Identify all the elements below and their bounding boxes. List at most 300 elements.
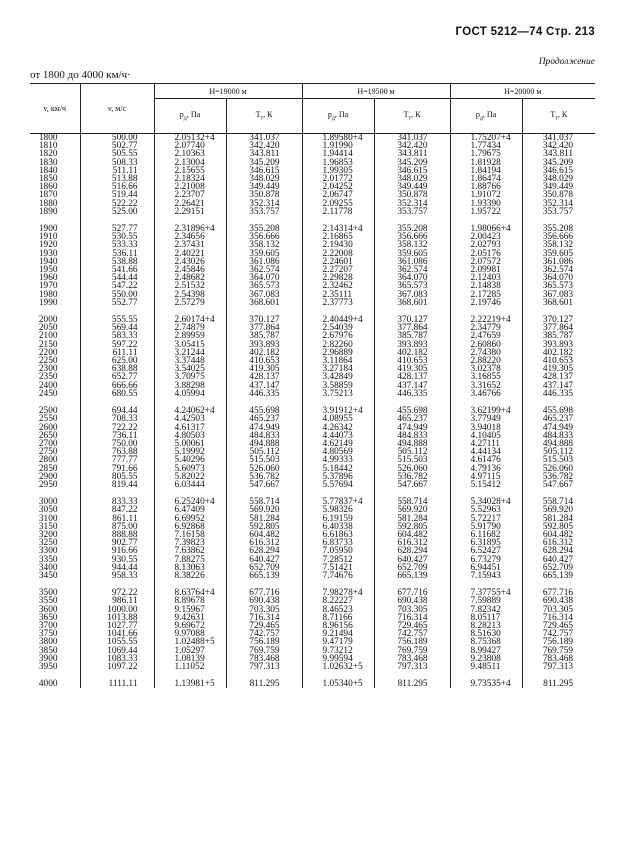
cell-t-20000: 677.716 — [522, 589, 595, 597]
cell-t-20000: 348.029 — [522, 175, 595, 183]
cell-t-19000: 783.468 — [226, 655, 302, 663]
cell-v-ms: 694.44 — [80, 407, 154, 415]
cell-t-19500: 393.893 — [374, 341, 450, 349]
cell-v-kmh: 1810 — [38, 141, 58, 152]
cell-t-19000: 350.878 — [226, 191, 302, 199]
cell-t-19000: 652.709 — [226, 564, 302, 572]
cell-p-19000: 2.07740 — [154, 142, 226, 150]
cell-v-ms: 916.66 — [80, 547, 154, 555]
col-header-temperature: $T_т$, К — [522, 99, 595, 134]
cell-t-19000: 474.949 — [226, 424, 302, 432]
cell-t-19500: 359.605 — [374, 250, 450, 258]
cell-t-20000: 355.208 — [522, 225, 595, 233]
continuation-label: Продолжение — [538, 57, 595, 67]
cell-t-19500: 783.468 — [374, 655, 450, 663]
cell-p-19000: 9.15967 — [154, 606, 226, 614]
table-row — [30, 208, 595, 216]
cell-t-19000: 581.284 — [226, 515, 302, 523]
cell-v-kmh: 2550 — [38, 414, 58, 425]
cell-t-20000: 358.132 — [522, 241, 595, 249]
cell-t-19000: 393.893 — [226, 341, 302, 349]
cell-v-ms: 888.88 — [80, 531, 154, 539]
cell-t-19000: 455.698 — [226, 407, 302, 415]
cell-p-20000: 7.59889 — [450, 597, 522, 605]
cell-p-19500: 3.11864 — [302, 357, 374, 365]
cell-p-19000: 2.34656 — [154, 233, 226, 241]
cell-p-20000: 8.28213 — [450, 622, 522, 630]
cell-v-ms: 538.88 — [80, 258, 154, 266]
cell-p-20000: 5.15412 — [450, 481, 522, 489]
cell-v-kmh: 1850 — [38, 174, 58, 185]
cell-p-19500: 8.46523 — [302, 606, 374, 614]
cell-t-20000: 729.465 — [522, 622, 595, 630]
cell-v-ms: 508.33 — [80, 159, 154, 167]
cell-p-20000: 6.31895 — [450, 539, 522, 547]
cell-v-kmh: 3850 — [38, 645, 58, 656]
cell-p-19000: 8.13063 — [154, 564, 226, 572]
cell-p-19000: 1.11052 — [154, 663, 226, 671]
cell-v-ms: 500.00 — [80, 134, 154, 143]
cell-v-ms: 1041.66 — [80, 630, 154, 638]
cell-p-19000: 1.02488+5 — [154, 638, 226, 646]
cell-v-kmh: 2150 — [38, 339, 58, 350]
cell-p-19000: 2.05132+4 — [154, 134, 226, 143]
cell-t-19500: 756.189 — [374, 638, 450, 646]
cell-t-20000: 581.284 — [522, 515, 595, 523]
cell-t-20000: 797.313 — [522, 663, 595, 671]
cell-v-kmh: 1890 — [38, 206, 58, 217]
cell-t-19500: 362.574 — [374, 266, 450, 274]
cell-t-20000: 350.878 — [522, 191, 595, 199]
cell-t-19500: 355.208 — [374, 225, 450, 233]
cell-t-20000: 628.294 — [522, 547, 595, 555]
cell-v-kmh: 2000 — [38, 315, 58, 326]
cell-t-19000: 402.182 — [226, 349, 302, 357]
cell-v-kmh: 1820 — [38, 149, 58, 160]
cell-p-19500: 1.02632+5 — [302, 663, 374, 671]
cell-t-19000: 348.029 — [226, 175, 302, 183]
cell-t-20000: 367.083 — [522, 291, 595, 299]
cell-p-20000: 2.60860 — [450, 341, 522, 349]
cell-p-19500: 3.75213 — [302, 390, 374, 398]
cell-v-ms: 1111.11 — [80, 680, 154, 688]
col-header-pressure: $p_д$, Па — [154, 99, 226, 134]
cell-p-19500: 8.22227 — [302, 597, 374, 605]
cell-t-20000: 385.787 — [522, 332, 595, 340]
cell-p-19000: 2.45846 — [154, 266, 226, 274]
cell-p-19500: 2.16865 — [302, 233, 374, 241]
cell-t-19000: 716.314 — [226, 614, 302, 622]
cell-p-19500: 1.96853 — [302, 159, 374, 167]
cell-p-19000: 1.13981+5 — [154, 680, 226, 688]
cell-t-20000: 783.468 — [522, 655, 595, 663]
cell-v-kmh: 1960 — [38, 273, 58, 284]
cell-v-ms: 819.44 — [80, 481, 154, 489]
cell-p-20000: 2.22219+4 — [450, 316, 522, 324]
cell-v-kmh: 1880 — [38, 198, 58, 209]
cell-p-19000: 2.37431 — [154, 241, 226, 249]
cell-v-kmh: 3950 — [38, 661, 58, 672]
table-row — [30, 481, 595, 489]
cell-p-19500: 9.47179 — [302, 638, 374, 646]
cell-p-20000: 2.12403 — [450, 274, 522, 282]
cell-v-ms: 502.77 — [80, 142, 154, 150]
cell-p-19000: 3.70975 — [154, 373, 226, 381]
cell-t-20000: 370.127 — [522, 316, 595, 324]
cell-v-ms: 611.11 — [80, 349, 154, 357]
cell-t-19500: 515.503 — [374, 456, 450, 464]
cell-p-20000: 1.95722 — [450, 208, 522, 216]
cell-t-19500: 370.127 — [374, 316, 450, 324]
cell-v-kmh: 1930 — [38, 248, 58, 259]
cell-p-20000: 6.73279 — [450, 556, 522, 564]
cell-t-19000: 526.060 — [226, 465, 302, 473]
cell-t-19500: 547.667 — [374, 481, 450, 489]
cell-p-19000: 2.31896+4 — [154, 225, 226, 233]
cell-v-ms: 597.22 — [80, 341, 154, 349]
cell-t-19000: 811.295 — [226, 680, 302, 688]
cell-p-19000: 7.39823 — [154, 539, 226, 547]
cell-t-19000: 358.132 — [226, 241, 302, 249]
cell-p-19500: 2.54039 — [302, 324, 374, 332]
cell-t-19500: 494.888 — [374, 440, 450, 448]
cell-p-20000: 1.75207+4 — [450, 134, 522, 143]
cell-v-kmh: 1910 — [38, 232, 58, 243]
cell-t-19000: 756.189 — [226, 638, 302, 646]
speed-range-label: от 1800 до 4000 км/ч· — [30, 69, 131, 81]
page-header: ГОСТ 5212—74 Стр. 213 — [455, 26, 595, 38]
cell-p-19000: 2.74879 — [154, 324, 226, 332]
cell-p-19000: 2.51532 — [154, 282, 226, 290]
cell-t-19000: 536.782 — [226, 473, 302, 481]
cell-p-19000: 4.61317 — [154, 424, 226, 432]
cell-t-19500: 345.209 — [374, 159, 450, 167]
cell-t-19000: 428.137 — [226, 373, 302, 381]
cell-v-kmh: 3200 — [38, 529, 58, 540]
cell-v-kmh: 2300 — [38, 364, 58, 375]
cell-p-19500: 2.22008 — [302, 250, 374, 258]
cell-t-19500: 419.305 — [374, 365, 450, 373]
cell-t-20000: 494.888 — [522, 440, 595, 448]
cell-v-kmh: 2250 — [38, 356, 58, 367]
cell-t-19500: 640.427 — [374, 556, 450, 564]
cell-v-ms: 511.11 — [80, 167, 154, 175]
cell-p-19500: 2.32462 — [302, 282, 374, 290]
cell-p-19500: 2.24601 — [302, 258, 374, 266]
cell-t-19500: 558.714 — [374, 498, 450, 506]
cell-t-19500: 402.182 — [374, 349, 450, 357]
cell-t-20000: 368.601 — [522, 299, 595, 307]
cell-t-19000: 352.314 — [226, 200, 302, 208]
cell-v-ms: 505.55 — [80, 150, 154, 158]
cell-t-20000: 769.759 — [522, 647, 595, 655]
cell-t-20000: 361.086 — [522, 258, 595, 266]
cell-p-19500: 4.80569 — [302, 448, 374, 456]
cell-v-ms: 652.77 — [80, 373, 154, 381]
cell-v-kmh: 2800 — [38, 455, 58, 466]
cell-p-20000: 3.94018 — [450, 424, 522, 432]
cell-v-ms: 1055.55 — [80, 638, 154, 646]
cell-v-ms: 930.55 — [80, 556, 154, 564]
cell-p-20000: 9.73535+4 — [450, 680, 522, 688]
cell-v-kmh: 1970 — [38, 281, 58, 292]
cell-t-20000: 616.312 — [522, 539, 595, 547]
cell-p-20000: 3.77949 — [450, 415, 522, 423]
cell-p-19500: 2.19430 — [302, 241, 374, 249]
cell-p-19500: 8.71166 — [302, 614, 374, 622]
cell-p-19500: 2.67976 — [302, 332, 374, 340]
cell-v-ms: 555.55 — [80, 316, 154, 324]
cell-p-19000: 2.15655 — [154, 167, 226, 175]
col-header-v-ms: v, м/с — [80, 84, 154, 134]
cell-t-19000: 345.209 — [226, 159, 302, 167]
cell-p-19500: 6.19159 — [302, 515, 374, 523]
cell-t-20000: 356.666 — [522, 233, 595, 241]
cell-p-19000: 2.13004 — [154, 159, 226, 167]
cell-p-20000: 7.37755+4 — [450, 589, 522, 597]
cell-t-20000: 402.182 — [522, 349, 595, 357]
cell-p-19500: 2.11778 — [302, 208, 374, 216]
cell-v-kmh: 3450 — [38, 570, 58, 581]
cell-v-ms: 533.33 — [80, 241, 154, 249]
cell-p-19500: 2.35111 — [302, 291, 374, 299]
cell-v-ms: 1097.22 — [80, 663, 154, 671]
cell-v-kmh: 3800 — [38, 637, 58, 648]
cell-p-19500: 2.04252 — [302, 183, 374, 191]
cell-p-19500: 3.27184 — [302, 365, 374, 373]
cell-v-ms: 666.66 — [80, 382, 154, 390]
cell-p-20000: 3.46766 — [450, 390, 522, 398]
cell-p-19000: 7.63862 — [154, 547, 226, 555]
cell-t-20000: 362.574 — [522, 266, 595, 274]
cell-p-20000: 8.05117 — [450, 614, 522, 622]
cell-p-20000: 2.05176 — [450, 250, 522, 258]
cell-p-19500: 7.74676 — [302, 572, 374, 580]
cell-v-kmh: 3050 — [38, 505, 58, 516]
cell-v-ms: 680.55 — [80, 390, 154, 398]
cell-v-ms: 875.00 — [80, 523, 154, 531]
cell-p-20000: 5.52963 — [450, 506, 522, 514]
cell-t-19000: 628.294 — [226, 547, 302, 555]
cell-p-19500: 1.89580+4 — [302, 134, 374, 143]
cell-t-19500: 365.573 — [374, 282, 450, 290]
cell-v-kmh: 2400 — [38, 380, 58, 391]
cell-p-20000: 2.09981 — [450, 266, 522, 274]
cell-v-ms: 1000.00 — [80, 606, 154, 614]
cell-p-19500: 5.37896 — [302, 473, 374, 481]
cell-t-19000: 558.714 — [226, 498, 302, 506]
cell-t-19500: 729.465 — [374, 622, 450, 630]
cell-p-20000: 2.88220 — [450, 357, 522, 365]
col-header-temperature: $T_т$, К — [226, 99, 302, 134]
cell-v-kmh: 2750 — [38, 447, 58, 458]
table-body — [30, 134, 595, 689]
cell-v-kmh: 2700 — [38, 438, 58, 449]
cell-t-20000: 364.070 — [522, 274, 595, 282]
cell-p-19000: 2.40221 — [154, 250, 226, 258]
cell-p-19000: 2.89959 — [154, 332, 226, 340]
cell-p-20000: 3.31652 — [450, 382, 522, 390]
cell-t-20000: 343.811 — [522, 150, 595, 158]
cell-p-19500: 2.09255 — [302, 200, 374, 208]
cell-p-19500: 2.40449+4 — [302, 316, 374, 324]
cell-v-ms: 972.22 — [80, 589, 154, 597]
cell-t-19000: 341.037 — [226, 134, 302, 143]
cell-p-19500: 5.98326 — [302, 506, 374, 514]
cell-v-kmh: 2100 — [38, 331, 58, 342]
cell-p-19500: 2.82260 — [302, 341, 374, 349]
cell-v-kmh: 1980 — [38, 289, 58, 300]
cell-v-kmh: 2850 — [38, 463, 58, 474]
table-row — [30, 572, 595, 580]
cell-t-20000: 484.833 — [522, 432, 595, 440]
cell-t-20000: 690.438 — [522, 597, 595, 605]
cell-v-kmh: 3500 — [38, 588, 58, 599]
cell-v-kmh: 2950 — [38, 479, 58, 490]
cell-t-20000: 410.653 — [522, 357, 595, 365]
cell-v-ms: 583.33 — [80, 332, 154, 340]
group-header-19500: H=19500 м — [302, 84, 450, 99]
cell-v-kmh: 3100 — [38, 513, 58, 524]
cell-p-19000: 3.37448 — [154, 357, 226, 365]
cell-t-19000: 592.805 — [226, 523, 302, 531]
cell-p-19500: 1.05340+5 — [302, 680, 374, 688]
cell-p-20000: 2.34779 — [450, 324, 522, 332]
cell-t-20000: 352.314 — [522, 200, 595, 208]
cell-p-20000: 1.86474 — [450, 175, 522, 183]
col-header-temperature: $T_т$, К — [374, 99, 450, 134]
cell-v-ms: 944.44 — [80, 564, 154, 572]
cell-v-ms: 527.77 — [80, 225, 154, 233]
cell-t-20000: 604.482 — [522, 531, 595, 539]
cell-t-19000: 465.237 — [226, 415, 302, 423]
cell-p-19500: 6.61863 — [302, 531, 374, 539]
cell-t-19000: 769.759 — [226, 647, 302, 655]
cell-t-19500: 811.295 — [374, 680, 450, 688]
cell-p-19000: 2.60174+4 — [154, 316, 226, 324]
cell-t-20000: 505.112 — [522, 448, 595, 456]
cell-v-ms: 525.00 — [80, 208, 154, 216]
cell-t-19000: 729.465 — [226, 622, 302, 630]
cell-t-19000: 346.615 — [226, 167, 302, 175]
cell-v-ms: 750.00 — [80, 440, 154, 448]
table-row — [30, 663, 595, 671]
cell-p-20000: 2.07572 — [450, 258, 522, 266]
cell-t-20000: 716.314 — [522, 614, 595, 622]
cell-p-19000: 2.29151 — [154, 208, 226, 216]
cell-p-19500: 7.28512 — [302, 556, 374, 564]
cell-v-ms: 805.55 — [80, 473, 154, 481]
cell-t-19500: 364.070 — [374, 274, 450, 282]
cell-p-20000: 3.16855 — [450, 373, 522, 381]
cell-t-19000: 446.335 — [226, 390, 302, 398]
cell-t-19000: 419.305 — [226, 365, 302, 373]
cell-t-19500: 341.037 — [374, 134, 450, 143]
cell-t-19500: 526.060 — [374, 465, 450, 473]
cell-t-19500: 385.787 — [374, 332, 450, 340]
cell-v-ms: 1013.88 — [80, 614, 154, 622]
cell-t-19000: 365.573 — [226, 282, 302, 290]
cell-t-20000: 665.139 — [522, 572, 595, 580]
cell-t-19500: 703.305 — [374, 606, 450, 614]
cell-p-19500: 5.77837+4 — [302, 498, 374, 506]
cell-t-19500: 367.083 — [374, 291, 450, 299]
cell-t-19500: 665.139 — [374, 572, 450, 580]
cell-p-19000: 8.89678 — [154, 597, 226, 605]
cell-v-kmh: 1870 — [38, 190, 58, 201]
cell-t-19500: 652.709 — [374, 564, 450, 572]
table-row — [30, 390, 595, 398]
cell-p-19000: 6.69952 — [154, 515, 226, 523]
cell-t-19500: 410.653 — [374, 357, 450, 365]
cell-t-19000: 494.888 — [226, 440, 302, 448]
cell-t-19000: 368.601 — [226, 299, 302, 307]
cell-p-20000: 5.34028+4 — [450, 498, 522, 506]
cell-t-19500: 343.811 — [374, 150, 450, 158]
cell-t-19000: 616.312 — [226, 539, 302, 547]
cell-p-19500: 5.18442 — [302, 465, 374, 473]
cell-p-20000: 4.79136 — [450, 465, 522, 473]
cell-t-19500: 465.237 — [374, 415, 450, 423]
cell-t-19500: 769.759 — [374, 647, 450, 655]
cell-t-20000: 365.573 — [522, 282, 595, 290]
cell-v-kmh: 1990 — [38, 297, 58, 308]
cell-v-kmh: 1830 — [38, 157, 58, 168]
cell-v-ms: 1083.33 — [80, 655, 154, 663]
cell-t-19000: 604.482 — [226, 531, 302, 539]
cell-t-19500: 569.920 — [374, 506, 450, 514]
cell-t-20000: 526.060 — [522, 465, 595, 473]
cell-v-ms: 547.22 — [80, 282, 154, 290]
cell-v-ms: 777.77 — [80, 456, 154, 464]
cell-p-20000: 6.52427 — [450, 547, 522, 555]
cell-p-20000: 1.98066+4 — [450, 225, 522, 233]
cell-t-20000: 437.147 — [522, 382, 595, 390]
cell-t-20000: 377.864 — [522, 324, 595, 332]
cell-t-19500: 342.420 — [374, 142, 450, 150]
cell-t-19500: 377.864 — [374, 324, 450, 332]
cell-p-20000: 1.79675 — [450, 150, 522, 158]
cell-p-19000: 4.05994 — [154, 390, 226, 398]
cell-v-ms: 625.00 — [80, 357, 154, 365]
cell-v-ms: 513.88 — [80, 175, 154, 183]
cell-p-20000: 5.91790 — [450, 523, 522, 531]
cell-p-20000: 1.91072 — [450, 191, 522, 199]
col-header-pressure: $p_д$, Па — [450, 99, 522, 134]
cell-t-20000: 353.757 — [522, 208, 595, 216]
cell-t-19000: 665.139 — [226, 572, 302, 580]
cell-t-19000: 437.147 — [226, 382, 302, 390]
atmosphere-table — [30, 83, 595, 688]
cell-v-kmh: 2350 — [38, 372, 58, 383]
col-header-pressure: $p_д$, Па — [302, 99, 374, 134]
cell-p-19000: 1.08139 — [154, 655, 226, 663]
cell-p-20000: 6.94451 — [450, 564, 522, 572]
cell-v-kmh: 3600 — [38, 604, 58, 615]
cell-v-kmh: 2500 — [38, 406, 58, 417]
cell-t-19500: 536.782 — [374, 473, 450, 481]
cell-t-20000: 547.667 — [522, 481, 595, 489]
group-header-19000: H=19000 м — [154, 84, 302, 99]
cell-t-19000: 703.305 — [226, 606, 302, 614]
cell-t-19500: 350.878 — [374, 191, 450, 199]
cell-v-kmh: 1840 — [38, 165, 58, 176]
cell-t-19000: 484.833 — [226, 432, 302, 440]
cell-t-20000: 349.449 — [522, 183, 595, 191]
cell-p-19000: 3.88298 — [154, 382, 226, 390]
cell-t-19000: 515.503 — [226, 456, 302, 464]
cell-t-19000: 569.920 — [226, 506, 302, 514]
